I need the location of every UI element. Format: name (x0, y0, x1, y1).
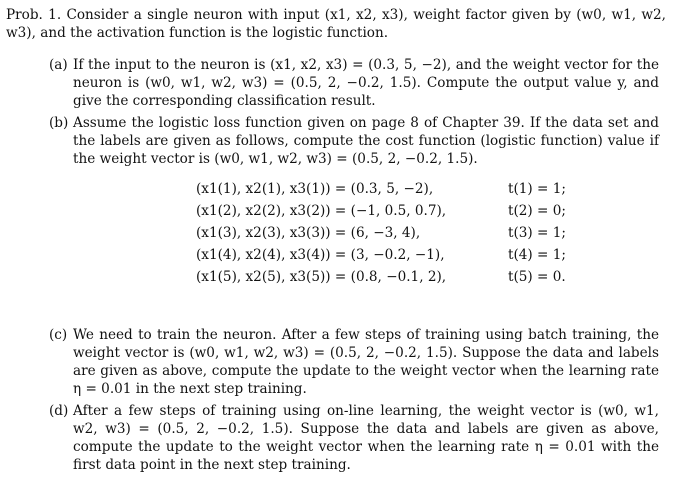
part-a-text: If the input to the neuron is (x1, x2, x3) = (0.3, 5, −2), and the weight vector for the neuron is (w0, w1, w2, w3) = (0.5, 2, −0.2, 1.5). Compute the output value y, and give the corresponding classification result. (73, 57, 659, 109)
dataset-label: t(2) = 0; (508, 203, 566, 219)
dataset-row (196, 246, 616, 268)
part-b (49, 114, 659, 168)
part-b-label: (b) (49, 115, 69, 131)
dataset-label: t(3) = 1; (508, 225, 566, 241)
dataset-input: (x1(5), x2(5), x3(5)) = (0.8, −0.1, 2), (196, 269, 447, 285)
dataset-row (196, 268, 616, 290)
part-d-label: (d) (49, 403, 69, 419)
dataset-row (196, 224, 616, 246)
problem-label: Prob. 1. (6, 7, 62, 23)
dataset-input: (x1(1), x2(1), x3(1)) = (0.3, 5, −2), (196, 181, 434, 197)
part-d (49, 402, 659, 474)
part-a (49, 56, 659, 110)
dataset-label: t(4) = 1; (508, 247, 566, 263)
part-d-text: After a few steps of training using on-line learning, the weight vector is (w0, w1, w2, w3) = (0.5, 2, −0.2, 1.5). Suppose the data and labels are given as above, compute the update to the weight vector when the learning rate η = 0.01 with the first data point in the next step training. (73, 403, 659, 473)
dataset-input: (x1(2), x2(2), x3(2)) = (−1, 0.5, 0.7), (196, 203, 447, 219)
part-c-label: (c) (49, 327, 68, 343)
dataset-input: (x1(4), x2(4), x3(4)) = (3, −0.2, −1), (196, 247, 445, 263)
problem-statement (6, 6, 666, 42)
part-c (49, 326, 659, 398)
part-c-text: We need to train the neuron. After a few steps of training using batch training, the weight vector is (w0, w1, w2, w3) = (0.5, 2, −0.2, 1.5). Suppose the data and labels are given as above, compute the update to the weight vector when the learning rate η = 0.01 in the next step training. (73, 327, 659, 397)
dataset-equations (196, 180, 616, 290)
part-a-label: (a) (49, 57, 68, 73)
problem-intro-text: Consider a single neuron with input (x1, x2, x3), weight factor given by (w0, w1, w2, w3), and the activation function is the logistic function. (6, 7, 666, 41)
problem-intro (6, 6, 666, 42)
dataset-label: t(1) = 1; (508, 181, 566, 197)
dataset-label: t(5) = 0. (508, 269, 566, 285)
dataset-row (196, 180, 616, 202)
part-b-text: Assume the logistic loss function given on page 8 of Chapter 39. If the data set and the labels are given as follows, compute the cost function (logistic function) value if the weight vector is (w0, w1, w2, w3) = (0.5, 2, −0.2, 1.5). (73, 115, 659, 167)
dataset-input: (x1(3), x2(3), x3(3)) = (6, −3, 4), (196, 225, 421, 241)
dataset-row (196, 202, 616, 224)
